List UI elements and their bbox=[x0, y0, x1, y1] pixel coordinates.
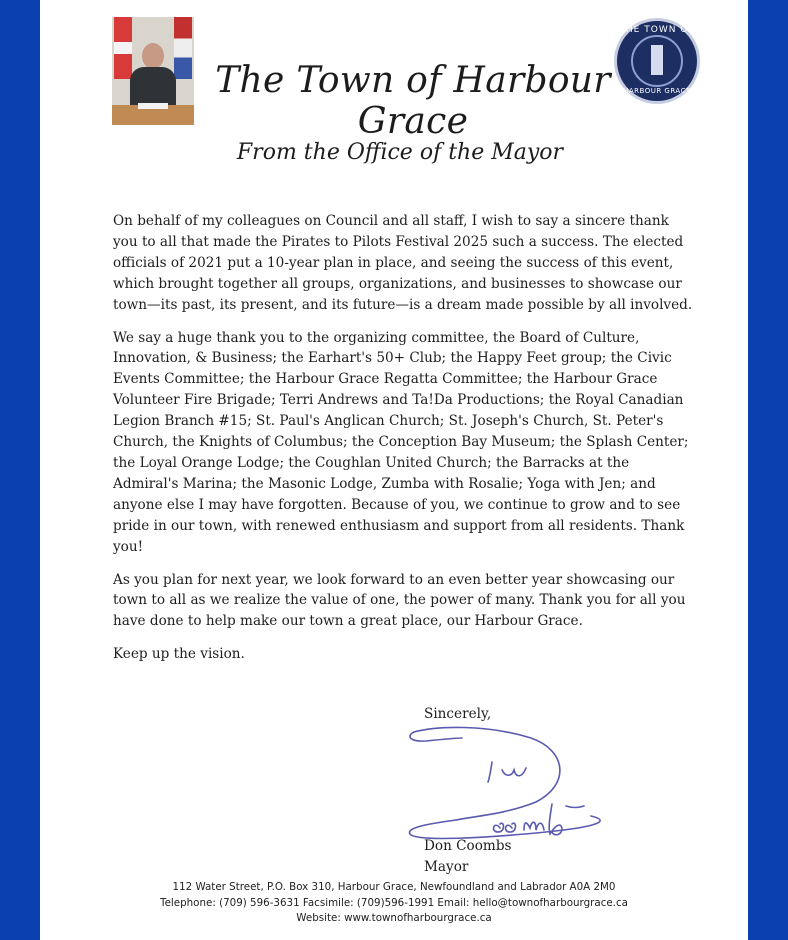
letter-paragraph: As you plan for next year, we look forward to an even better year showcasing our town to all as we realize the value of one, the power of many. Thank you for all you have done to help make our town a great place, our Harbour Grace. bbox=[113, 571, 686, 630]
handwritten-signature bbox=[366, 724, 606, 854]
closing: Sincerely, bbox=[424, 706, 492, 722]
letter-paragraph: On behalf of my colleagues on Council and all staff, I wish to say a sincere thank you to all that made the Pirates to Pilots Festival 2025 such a success. The elected officials of 2021 put a 10-year plan in place, and seeing the success of this event, which brought together all groups, organizations, and businesses to showcase our town—its past, its present, and its future—is a dream made possible by all involved. bbox=[113, 213, 693, 313]
seal-text-bottom: HARBOUR GRACE bbox=[623, 87, 691, 95]
footer-contact: Telephone: (709) 596-3631 Facsimile: (709)596-1991 Email: hello@townofharbourgrace.ca bbox=[160, 896, 628, 909]
letterhead-footer bbox=[40, 880, 748, 927]
mayor-suit bbox=[130, 67, 176, 107]
footer-website: Website: www.townofharbourgrace.ca bbox=[296, 912, 492, 924]
seal-text-top: THE TOWN OF bbox=[619, 25, 695, 35]
signer-title: Mayor bbox=[424, 859, 469, 875]
letter-paragraph: We say a huge thank you to the organizing committee, the Board of Culture, Innovation, & Business; the Earhart's 50+ Club; the Happy Feet group; the Civic Events Committee; the Harbour Grace Regatta Committee; the Harbour Grace Volunteer Fire Brigade; Terri Andrews and Ta!Da Productions; the Royal Canadian Legion Branch #15; St. Paul's Anglican Church; St. Joseph's Church, St. Peter's Church, the Knights of Columbus; the Conception Bay Museum; the Splash Center; the Loyal Orange Lodge; the Coughlan United Church; the Barracks at the Admiral's Marina; the Masonic Lodge, Zumba with Rosalie; Yoga with Jen; and anyone else I may have forgotten. Because of you, we continue to grow and to see pride in our town, with renewed enthusiasm and support from all residents. Thank you! bbox=[113, 329, 689, 555]
desk-paper bbox=[138, 103, 168, 109]
letter-page bbox=[40, 0, 748, 940]
letter-paragraph: Keep up the vision. bbox=[113, 646, 245, 663]
seal-lighthouse-icon bbox=[651, 45, 663, 75]
mayor-head bbox=[142, 43, 164, 69]
signer-name: Don Coombs bbox=[424, 838, 512, 854]
letterhead-title: The Town of Harbour Grace bbox=[215, 60, 611, 142]
office-heading: From the Office of the Mayor bbox=[236, 140, 564, 165]
flag-canada-image bbox=[114, 17, 132, 79]
footer-address: 112 Water Street, P.O. Box 310, Harbour Grace, Newfoundland and Labrador A0A 2M0 bbox=[172, 881, 616, 893]
town-seal bbox=[614, 18, 700, 104]
letter-body bbox=[113, 211, 693, 677]
